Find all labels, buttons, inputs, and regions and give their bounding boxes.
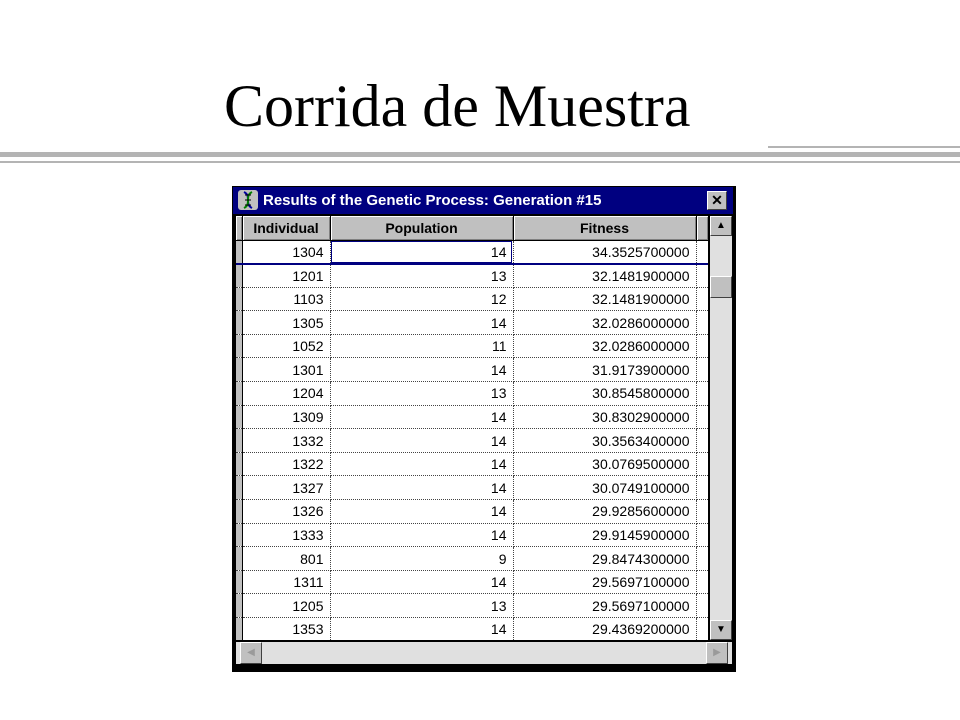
header-filler bbox=[696, 216, 708, 240]
column-header-fitness[interactable]: Fitness bbox=[513, 216, 696, 240]
cell-population[interactable]: 14 bbox=[330, 452, 513, 476]
divider-line bbox=[768, 146, 960, 148]
cell-population[interactable]: 13 bbox=[330, 594, 513, 618]
cell-population[interactable]: 14 bbox=[330, 476, 513, 500]
cell-fitness[interactable]: 29.9145900000 bbox=[513, 523, 696, 547]
table-row[interactable] bbox=[236, 500, 708, 524]
cell-fitness[interactable]: 30.3563400000 bbox=[513, 429, 696, 453]
scroll-up-button[interactable]: ▲ bbox=[710, 216, 732, 236]
table-row[interactable] bbox=[236, 382, 708, 406]
cell-population[interactable]: 12 bbox=[330, 287, 513, 311]
row-filler bbox=[696, 594, 708, 618]
row-filler bbox=[696, 311, 708, 335]
row-filler bbox=[696, 500, 708, 524]
cell-individual[interactable]: 1204 bbox=[242, 382, 330, 406]
cell-population[interactable]: 13 bbox=[330, 382, 513, 406]
table-row[interactable] bbox=[236, 476, 708, 500]
results-window bbox=[232, 186, 736, 672]
table-row[interactable] bbox=[236, 264, 708, 288]
cell-individual[interactable]: 801 bbox=[242, 547, 330, 571]
cell-fitness[interactable]: 29.5697100000 bbox=[513, 570, 696, 594]
cell-population[interactable]: 14 bbox=[330, 358, 513, 382]
cell-population[interactable]: 14 bbox=[330, 523, 513, 547]
row-filler bbox=[696, 264, 708, 288]
cell-individual[interactable]: 1103 bbox=[242, 287, 330, 311]
cell-individual[interactable]: 1332 bbox=[242, 429, 330, 453]
table-row[interactable] bbox=[236, 523, 708, 547]
row-filler bbox=[696, 382, 708, 406]
cell-population[interactable]: 14 bbox=[330, 570, 513, 594]
column-header-individual[interactable]: Individual bbox=[242, 216, 330, 240]
cell-population[interactable]: 14 bbox=[330, 405, 513, 429]
cell-population[interactable]: 14 bbox=[330, 500, 513, 524]
cell-individual[interactable]: 1301 bbox=[242, 358, 330, 382]
close-button[interactable]: ✕ bbox=[707, 191, 727, 210]
divider-line bbox=[0, 152, 960, 157]
cell-individual[interactable]: 1311 bbox=[242, 570, 330, 594]
row-filler bbox=[696, 240, 708, 264]
horizontal-scrollbar[interactable] bbox=[236, 642, 732, 664]
table-row[interactable] bbox=[236, 570, 708, 594]
cell-individual[interactable]: 1201 bbox=[242, 264, 330, 288]
cell-fitness[interactable]: 30.0769500000 bbox=[513, 452, 696, 476]
cell-fitness[interactable]: 32.1481900000 bbox=[513, 264, 696, 288]
scroll-down-button[interactable]: ▼ bbox=[710, 620, 732, 640]
table-row[interactable] bbox=[236, 429, 708, 453]
row-filler bbox=[696, 405, 708, 429]
cell-fitness[interactable]: 34.3525700000 bbox=[513, 240, 696, 264]
dna-icon[interactable] bbox=[238, 190, 258, 210]
cell-individual[interactable]: 1326 bbox=[242, 500, 330, 524]
table-row[interactable] bbox=[236, 311, 708, 335]
grid-header-row bbox=[236, 216, 708, 240]
cell-individual[interactable]: 1205 bbox=[242, 594, 330, 618]
cell-population[interactable]: 14 bbox=[330, 311, 513, 335]
cell-population[interactable]: 14 bbox=[330, 429, 513, 453]
cell-individual[interactable]: 1353 bbox=[242, 618, 330, 641]
table-row[interactable] bbox=[236, 240, 708, 264]
row-filler bbox=[696, 523, 708, 547]
slide-title: Corrida de Muestra bbox=[224, 73, 691, 139]
cell-fitness[interactable]: 29.9285600000 bbox=[513, 500, 696, 524]
cell-fitness[interactable]: 32.0286000000 bbox=[513, 334, 696, 358]
row-filler bbox=[696, 429, 708, 453]
row-filler bbox=[696, 618, 708, 641]
cell-individual[interactable]: 1333 bbox=[242, 523, 330, 547]
row-filler bbox=[696, 452, 708, 476]
row-filler bbox=[696, 570, 708, 594]
cell-individual[interactable]: 1309 bbox=[242, 405, 330, 429]
results-grid[interactable] bbox=[236, 216, 708, 640]
cell-fitness[interactable]: 29.5697100000 bbox=[513, 594, 696, 618]
scroll-thumb[interactable] bbox=[710, 276, 732, 298]
cell-fitness[interactable]: 30.0749100000 bbox=[513, 476, 696, 500]
row-filler bbox=[696, 334, 708, 358]
cell-population[interactable]: 13 bbox=[330, 264, 513, 288]
cell-fitness[interactable]: 32.1481900000 bbox=[513, 287, 696, 311]
cell-individual[interactable]: 1322 bbox=[242, 452, 330, 476]
vertical-scrollbar[interactable] bbox=[710, 216, 732, 640]
cell-fitness[interactable]: 30.8302900000 bbox=[513, 405, 696, 429]
cell-population[interactable]: 11 bbox=[330, 334, 513, 358]
cell-fitness[interactable]: 29.8474300000 bbox=[513, 547, 696, 571]
scroll-left-button[interactable]: ◀ bbox=[240, 642, 262, 664]
cell-individual[interactable]: 1052 bbox=[242, 334, 330, 358]
table-row[interactable] bbox=[236, 547, 708, 571]
scroll-right-button[interactable]: ▶ bbox=[706, 642, 728, 664]
cell-population[interactable]: 14 bbox=[330, 618, 513, 641]
row-filler bbox=[696, 358, 708, 382]
cell-fitness[interactable]: 31.9173900000 bbox=[513, 358, 696, 382]
cell-individual[interactable]: 1305 bbox=[242, 311, 330, 335]
cell-fitness[interactable]: 30.8545800000 bbox=[513, 382, 696, 406]
column-header-population[interactable]: Population bbox=[330, 216, 513, 240]
cell-population[interactable]: 14 bbox=[330, 240, 513, 264]
cell-individual[interactable]: 1304 bbox=[242, 240, 330, 264]
cell-fitness[interactable]: 32.0286000000 bbox=[513, 311, 696, 335]
table-row[interactable] bbox=[236, 358, 708, 382]
row-filler bbox=[696, 287, 708, 311]
table-row[interactable] bbox=[236, 287, 708, 311]
cell-fitness[interactable]: 29.4369200000 bbox=[513, 618, 696, 641]
table-row[interactable] bbox=[236, 618, 708, 641]
row-filler bbox=[696, 476, 708, 500]
table-row[interactable] bbox=[236, 405, 708, 429]
cell-individual[interactable]: 1327 bbox=[242, 476, 330, 500]
table-row[interactable] bbox=[236, 594, 708, 618]
row-filler bbox=[696, 547, 708, 571]
cell-population[interactable]: 9 bbox=[330, 547, 513, 571]
window-title: Results of the Genetic Process: Generation #15 bbox=[263, 192, 602, 209]
table-row[interactable] bbox=[236, 334, 708, 358]
table-row[interactable] bbox=[236, 452, 708, 476]
window-titlebar[interactable] bbox=[233, 187, 733, 214]
divider-line bbox=[0, 161, 960, 163]
